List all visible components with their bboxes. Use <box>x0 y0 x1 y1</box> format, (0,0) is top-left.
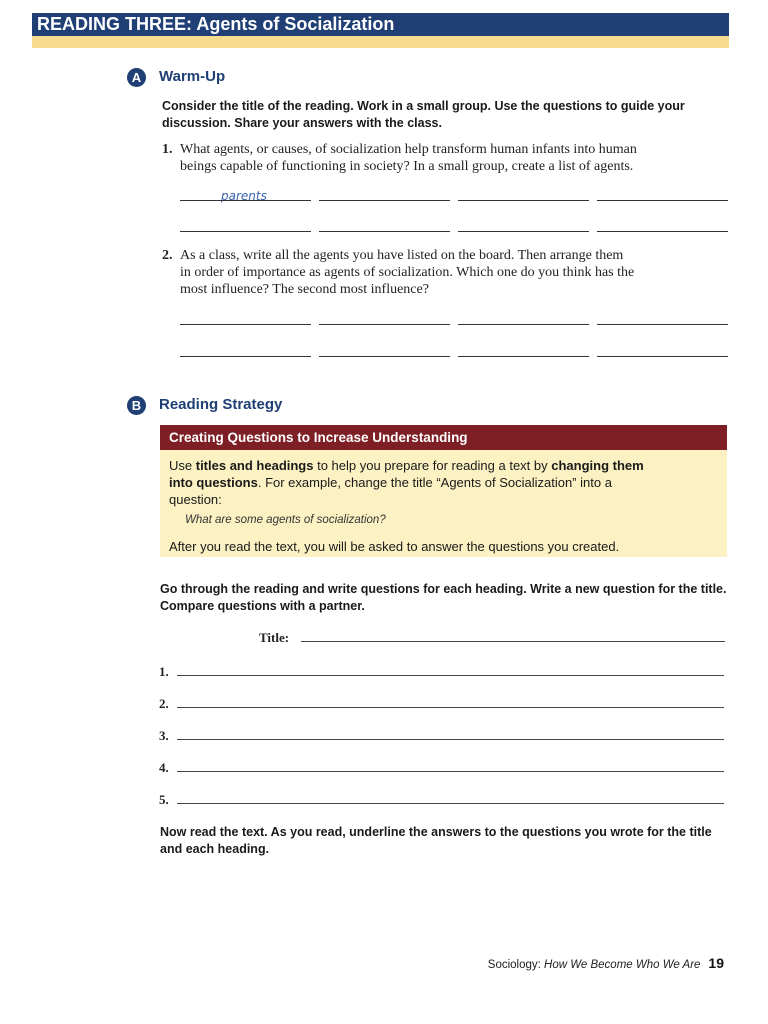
question-2-line-2: in order of importance as agents of socialization. Which one do you think has the <box>180 265 635 280</box>
emphasis-text: into questions <box>169 475 258 490</box>
strategy-example: What are some agents of socialization? <box>185 514 386 526</box>
section-a-heading: Warm-Up <box>159 68 226 85</box>
text-run: to help you prepare for reading a text by <box>313 458 552 473</box>
question-2-text <box>180 247 730 298</box>
question-2-line-3: most influence? The second most influence? <box>180 282 429 297</box>
title-label: Title: <box>259 630 290 645</box>
question-1-line-1: What agents, or causes, of socialization help transform human infants into human <box>180 142 637 157</box>
answer-blank[interactable] <box>458 324 589 325</box>
strategy-line-3: question: <box>169 492 222 507</box>
strategy-line-2 <box>169 474 719 491</box>
answer-blank[interactable] <box>597 356 728 357</box>
answer-blank[interactable] <box>458 200 589 201</box>
strategy-line-1 <box>169 457 719 474</box>
answer-blank[interactable] <box>180 324 311 325</box>
strategy-box-paragraph <box>169 457 719 508</box>
answer-blank[interactable] <box>458 356 589 357</box>
question-2-line-1: As a class, write all the agents you have listed on the board. Then arrange them <box>180 248 624 263</box>
question-1-number: 1. <box>162 142 173 157</box>
strategy-box-title: Creating Questions to Increase Understanding <box>169 430 468 445</box>
strategy-box-note: After you read the text, you will be asked to answer the questions you created. <box>169 539 620 554</box>
section-a-badge: A <box>127 68 146 87</box>
question-1-line-2: beings capable of functioning in society? In a small group, create a list of agents. <box>180 159 634 174</box>
emphasis-text: changing them <box>551 458 644 473</box>
title-accent-stripe <box>32 36 729 48</box>
emphasis-text: titles and headings <box>195 458 314 473</box>
closing-instructions: Now read the text. As you read, underline the answers to the questions you wrote for the title and each heading. <box>160 825 712 856</box>
line-number: 2. <box>159 696 169 711</box>
question-2-number: 2. <box>162 248 173 263</box>
answer-blank[interactable] <box>597 231 728 232</box>
answer-blank[interactable] <box>319 356 450 357</box>
warmup-instructions: Consider the title of the reading. Work in a small group. Use the questions to guide your discussion. Share your answers with the class. <box>162 99 685 130</box>
footer-book-title: How We Become Who We Are <box>544 959 701 971</box>
answer-blank[interactable] <box>597 200 728 201</box>
question-answer-line[interactable] <box>177 707 724 708</box>
reading-strategy-instructions: Go through the reading and write questions for each heading. Write a new question for the title. Compare questions with a partner. <box>160 582 727 613</box>
answer-blank[interactable] <box>319 200 450 201</box>
page-number: 19 <box>708 955 724 971</box>
question-answer-line[interactable] <box>177 675 724 676</box>
line-number: 3. <box>159 728 169 743</box>
strategy-box-header <box>160 425 727 450</box>
footer-book-prefix: Sociology: <box>487 959 545 971</box>
handwritten-answer: parents <box>221 189 267 203</box>
reading-title: READING THREE: Agents of Socialization <box>37 14 395 34</box>
answer-blank[interactable] <box>458 231 589 232</box>
page-footer <box>400 955 724 973</box>
reading-title-bar <box>32 13 729 36</box>
text-run: Use <box>169 458 196 473</box>
line-number: 4. <box>159 760 169 775</box>
question-1-text <box>180 141 730 175</box>
line-number: 1. <box>159 664 169 679</box>
answer-blank[interactable] <box>319 324 450 325</box>
answer-blank[interactable] <box>597 324 728 325</box>
question-answer-line[interactable] <box>177 803 724 804</box>
line-number: 5. <box>159 792 169 807</box>
question-answer-line[interactable] <box>177 739 724 740</box>
answer-blank[interactable] <box>180 356 311 357</box>
answer-blank[interactable] <box>319 231 450 232</box>
section-b-badge: B <box>127 396 146 415</box>
title-answer-line[interactable] <box>301 641 725 642</box>
text-run: . For example, change the title “Agents of Socialization” into a <box>257 475 612 490</box>
answer-blank[interactable] <box>180 231 311 232</box>
strategy-box <box>160 425 727 557</box>
question-answer-line[interactable] <box>177 771 724 772</box>
section-b-heading: Reading Strategy <box>159 396 283 413</box>
answer-blank[interactable] <box>180 200 311 201</box>
